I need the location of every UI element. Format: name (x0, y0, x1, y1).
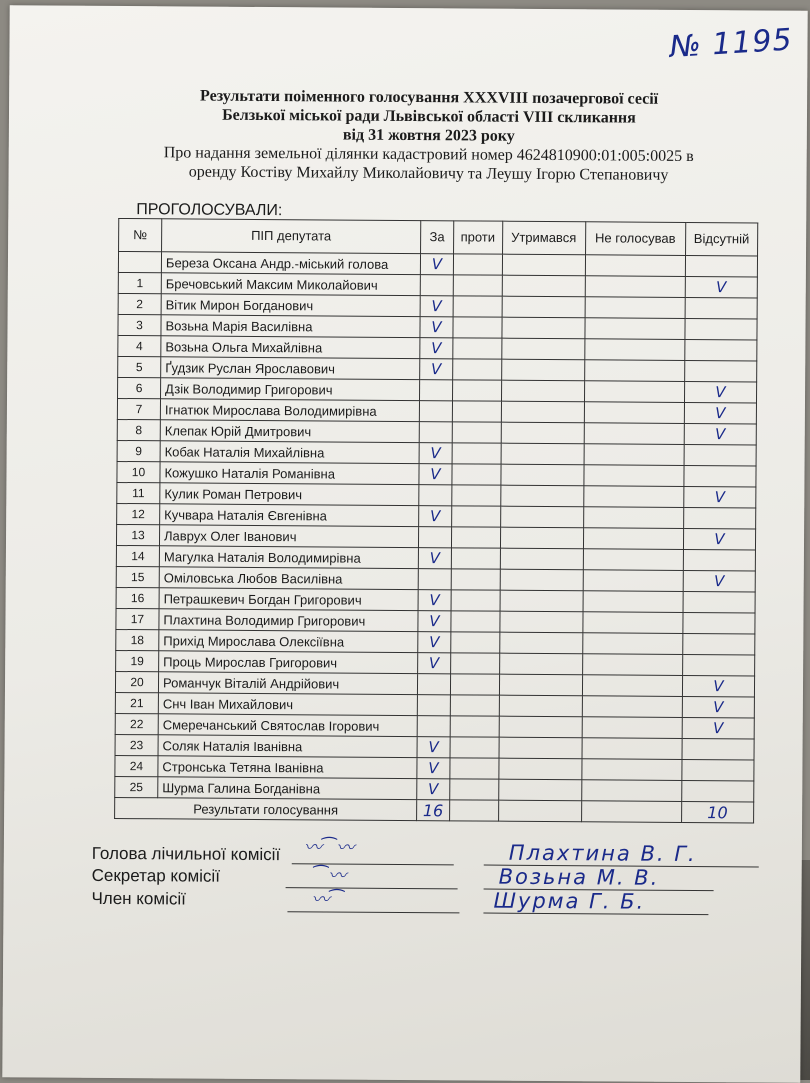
chair-name: Плахтина В. Г. (508, 840, 697, 867)
row-number: 7 (117, 398, 160, 419)
deputy-name: Кожушко Наталія Романівна (160, 462, 419, 485)
totals-row (115, 797, 754, 822)
vote-against-cell (452, 443, 501, 464)
vote-not-voted-cell (583, 486, 683, 508)
vote-absent-cell: V (685, 276, 757, 298)
vote-not-voted-cell (582, 612, 682, 634)
vote-for-cell: V (419, 506, 452, 527)
deputy-name: Бречовський Максим Миколайович (161, 273, 420, 296)
deputy-name: Шурма Галина Богданівна (158, 777, 417, 800)
deputy-name: Романчук Віталій Андрійович (158, 672, 417, 695)
vote-abstained-cell (499, 716, 582, 738)
deputy-name: Стронська Тетяна Іванівна (158, 756, 417, 779)
vote-not-voted-cell (583, 507, 683, 529)
chair-label: Голова лічильної комісії (91, 843, 281, 865)
col-header-against: проти (453, 221, 502, 254)
header-line-2: Белзької міської ради Львівської області VIII скликання (222, 106, 636, 127)
vote-abstained-cell (502, 254, 585, 276)
member-signature-line (287, 911, 459, 913)
vote-not-voted-cell (584, 423, 684, 445)
vote-for-cell (417, 674, 450, 695)
totals-label: Результати голосування (115, 797, 417, 820)
vote-absent-cell (682, 780, 754, 802)
row-number: 13 (116, 524, 159, 545)
vote-absent-cell: V (682, 675, 754, 697)
row-number: 15 (116, 566, 159, 587)
vote-not-voted-cell (584, 402, 684, 424)
vote-not-voted-cell (583, 549, 683, 571)
deputy-name: Возьна Марія Василівна (161, 315, 420, 338)
row-number: 25 (115, 776, 158, 797)
vote-against-cell (451, 590, 500, 611)
vote-absent-cell (684, 465, 756, 487)
member-label: Член комісії (91, 888, 186, 909)
vote-absent-cell: V (682, 717, 754, 739)
totals-abstained (498, 800, 581, 822)
vote-abstained-cell (499, 611, 582, 633)
vote-against-cell (453, 254, 502, 275)
deputy-name: Кучвара Наталія Євгенівна (160, 504, 419, 527)
deputy-name: Береза Оксана Андр.-міський голова (161, 252, 420, 275)
handwritten-doc-number: № 1195 (668, 22, 794, 66)
vote-absent-cell (682, 738, 754, 760)
deputy-name: Ігнатюк Мирослава Володимирівна (160, 399, 419, 422)
vote-absent-cell (683, 549, 755, 571)
vote-against-cell (451, 506, 500, 527)
vote-absent-cell: V (683, 570, 755, 592)
vote-not-voted-cell (584, 444, 684, 466)
deputy-name: Смеречанський Святослав Ігорович (158, 714, 417, 737)
secretary-signature-scribble: ⁀〰 (313, 865, 347, 887)
vote-against-cell (451, 548, 500, 569)
voted-label: ПРОГОЛОСУВАЛИ: (136, 201, 283, 220)
vote-for-cell: V (420, 359, 453, 380)
vote-against-cell (452, 464, 501, 485)
vote-for-cell: V (419, 443, 452, 464)
vote-abstained-cell (499, 695, 582, 717)
vote-against-cell (450, 779, 499, 800)
row-number: 17 (116, 608, 159, 629)
vote-abstained-cell (501, 317, 584, 339)
row-number: 6 (118, 377, 161, 398)
vote-abstained-cell (502, 275, 585, 297)
vote-not-voted-cell (582, 717, 682, 739)
vote-for-cell: V (420, 254, 453, 275)
header-date: від 31 жовтня 2023 року (342, 126, 515, 145)
vote-abstained-cell (502, 296, 585, 318)
vote-for-cell: V (417, 737, 450, 758)
votes-table (114, 218, 758, 823)
vote-not-voted-cell (583, 528, 683, 550)
vote-absent-cell: V (684, 402, 756, 424)
totals-for: 16 (417, 800, 450, 821)
vote-for-cell (419, 485, 452, 506)
col-header-num: № (119, 218, 162, 251)
vote-for-cell: V (418, 548, 451, 569)
vote-for-cell (418, 569, 451, 590)
row-number: 11 (117, 482, 160, 503)
vote-abstained-cell (501, 338, 584, 360)
vote-not-voted-cell (582, 654, 682, 676)
vote-for-cell: V (419, 464, 452, 485)
vote-against-cell (452, 422, 501, 443)
deputy-name: Плахтина Володимир Григорович (159, 609, 418, 632)
vote-abstained-cell (500, 527, 583, 549)
vote-abstained-cell (501, 443, 584, 465)
vote-against-cell (453, 359, 502, 380)
vote-for-cell: V (420, 296, 453, 317)
vote-against-cell (451, 632, 500, 653)
deputy-name: Клепак Юрій Дмитрович (160, 420, 419, 443)
vote-abstained-cell (499, 632, 582, 654)
header-line-1: Результати поіменного голосування XXXVIII позачергової сесії (200, 87, 659, 108)
vote-against-cell (453, 317, 502, 338)
vote-not-voted-cell (583, 591, 683, 613)
vote-not-voted-cell (585, 318, 685, 340)
row-number (118, 251, 161, 272)
deputy-name: Кулик Роман Петрович (160, 483, 419, 506)
vote-abstained-cell (498, 758, 581, 780)
vote-not-voted-cell (584, 339, 684, 361)
vote-abstained-cell (500, 548, 583, 570)
vote-abstained-cell (500, 506, 583, 528)
vote-against-cell (450, 674, 499, 695)
vote-for-cell (420, 275, 453, 296)
vote-for-cell (419, 401, 452, 422)
deputy-name: Дзік Володимир Григорович (161, 378, 420, 401)
document-page (2, 5, 807, 1083)
totals-not-voted (581, 801, 681, 823)
vote-not-voted-cell (581, 780, 681, 802)
vote-not-voted-cell (585, 276, 685, 298)
row-number: 14 (116, 545, 159, 566)
vote-for-cell: V (420, 317, 453, 338)
vote-for-cell: V (418, 653, 451, 674)
vote-abstained-cell (500, 464, 583, 486)
document-header (119, 86, 740, 185)
vote-for-cell (420, 380, 453, 401)
vote-against-cell (452, 485, 501, 506)
vote-absent-cell (685, 255, 757, 277)
deputy-name: Петрашкевич Богдан Григорович (159, 588, 418, 611)
vote-against-cell (451, 569, 500, 590)
vote-absent-cell: V (684, 381, 756, 403)
vote-for-cell (419, 422, 452, 443)
vote-not-voted-cell (584, 360, 684, 382)
vote-for-cell: V (418, 632, 451, 653)
row-number: 5 (118, 356, 161, 377)
vote-absent-cell: V (683, 528, 755, 550)
vote-for-cell: V (417, 758, 450, 779)
deputy-name: Вітик Мирон Богданович (161, 294, 420, 317)
row-number: 3 (118, 314, 161, 335)
row-number: 20 (115, 671, 158, 692)
totals-against (449, 800, 498, 821)
vote-abstained-cell (498, 779, 581, 801)
vote-not-voted-cell (583, 465, 683, 487)
vote-not-voted-cell (582, 696, 682, 718)
vote-against-cell (450, 695, 499, 716)
vote-for-cell: V (420, 338, 453, 359)
vote-for-cell: V (418, 590, 451, 611)
deputy-name: Лаврух Олег Іванович (159, 525, 418, 548)
vote-for-cell (417, 695, 450, 716)
secretary-label: Секретар комісії (91, 865, 221, 886)
vote-for-cell: V (417, 779, 450, 800)
deputy-name: Магулка Наталія Володимирівна (159, 546, 418, 569)
col-header-abstained: Утримався (502, 221, 585, 255)
vote-absent-cell (684, 444, 756, 466)
vote-abstained-cell (500, 569, 583, 591)
row-number: 4 (118, 335, 161, 356)
row-number: 10 (117, 461, 160, 482)
vote-abstained-cell (501, 401, 584, 423)
row-number: 22 (115, 713, 158, 734)
vote-against-cell (453, 296, 502, 317)
vote-absent-cell (683, 507, 755, 529)
vote-against-cell (452, 380, 501, 401)
row-number: 23 (115, 734, 158, 755)
vote-abstained-cell (499, 653, 582, 675)
vote-absent-cell (683, 633, 755, 655)
deputy-name: Проць Мирослав Григорович (159, 651, 418, 674)
table-header-row (119, 218, 758, 255)
deputy-name: Оміловська Любов Василівна (159, 567, 418, 590)
member-name: Шурма Г. Б. (493, 888, 646, 914)
row-number: 12 (117, 503, 160, 524)
row-number: 21 (115, 692, 158, 713)
col-header-not-voted: Не голосував (585, 222, 685, 256)
row-number: 16 (116, 587, 159, 608)
row-number: 2 (118, 293, 161, 314)
vote-for-cell: V (418, 611, 451, 632)
header-subject-2: оренду Костіву Михайлу Миколайовичу та Леушу Ігорю Степановичу (188, 163, 669, 184)
totals-absent: 10 (681, 801, 753, 823)
deputy-name: Снч Іван Михайлович (158, 693, 417, 716)
vote-for-cell (417, 716, 450, 737)
vote-against-cell (450, 737, 499, 758)
member-signature-scribble: 〰⁀ (311, 889, 345, 911)
row-number: 9 (117, 440, 160, 461)
row-number: 19 (116, 650, 159, 671)
vote-absent-cell (683, 612, 755, 634)
vote-abstained-cell (501, 422, 584, 444)
vote-against-cell (453, 338, 502, 359)
vote-absent-cell: V (682, 696, 754, 718)
vote-absent-cell (683, 591, 755, 613)
vote-against-cell (450, 653, 499, 674)
chair-signature-scribble: 〰⁀〰 (303, 837, 355, 859)
vote-not-voted-cell (582, 633, 682, 655)
deputy-name: Соляк Наталія Іванівна (158, 735, 417, 758)
col-header-name: ПІП депутата (162, 219, 421, 254)
vote-against-cell (453, 275, 502, 296)
vote-not-voted-cell (583, 570, 683, 592)
vote-absent-cell: V (684, 423, 756, 445)
vote-absent-cell (685, 318, 757, 340)
vote-not-voted-cell (581, 759, 681, 781)
row-number: 18 (116, 629, 159, 650)
col-header-for: За (421, 221, 454, 254)
secretary-name: Возьна М. В. (498, 864, 660, 890)
row-number: 1 (118, 272, 161, 293)
vote-absent-cell (682, 759, 754, 781)
deputy-name: Кобак Наталія Михайлівна (160, 441, 419, 464)
deputy-name: Возьна Ольга Михайлівна (161, 336, 420, 359)
vote-against-cell (451, 611, 500, 632)
vote-abstained-cell (499, 674, 582, 696)
vote-against-cell (452, 401, 501, 422)
deputy-name: Ґудзик Руслан Ярославович (161, 357, 420, 380)
vote-absent-cell: V (684, 486, 756, 508)
vote-not-voted-cell (582, 675, 682, 697)
vote-abstained-cell (501, 380, 584, 402)
vote-for-cell (418, 527, 451, 548)
vote-against-cell (450, 758, 499, 779)
row-number: 8 (117, 419, 160, 440)
vote-abstained-cell (500, 485, 583, 507)
vote-absent-cell (684, 360, 756, 382)
vote-absent-cell (682, 654, 754, 676)
vote-not-voted-cell (585, 297, 685, 319)
vote-absent-cell (685, 339, 757, 361)
vote-against-cell (451, 527, 500, 548)
header-subject-1: Про надання земельної ділянки кадастровий номер 4624810900:01:005:0025 в (163, 144, 694, 166)
col-header-absent: Відсутній (685, 222, 757, 256)
vote-absent-cell (685, 297, 757, 319)
vote-not-voted-cell (582, 738, 682, 760)
vote-not-voted-cell (585, 255, 685, 277)
votes-table-body (115, 251, 758, 801)
vote-abstained-cell (501, 359, 584, 381)
vote-against-cell (450, 716, 499, 737)
deputy-name: Прихід Мирослава Олексіївна (159, 630, 418, 653)
row-number: 24 (115, 755, 158, 776)
vote-abstained-cell (499, 737, 582, 759)
vote-not-voted-cell (584, 381, 684, 403)
vote-abstained-cell (500, 590, 583, 612)
